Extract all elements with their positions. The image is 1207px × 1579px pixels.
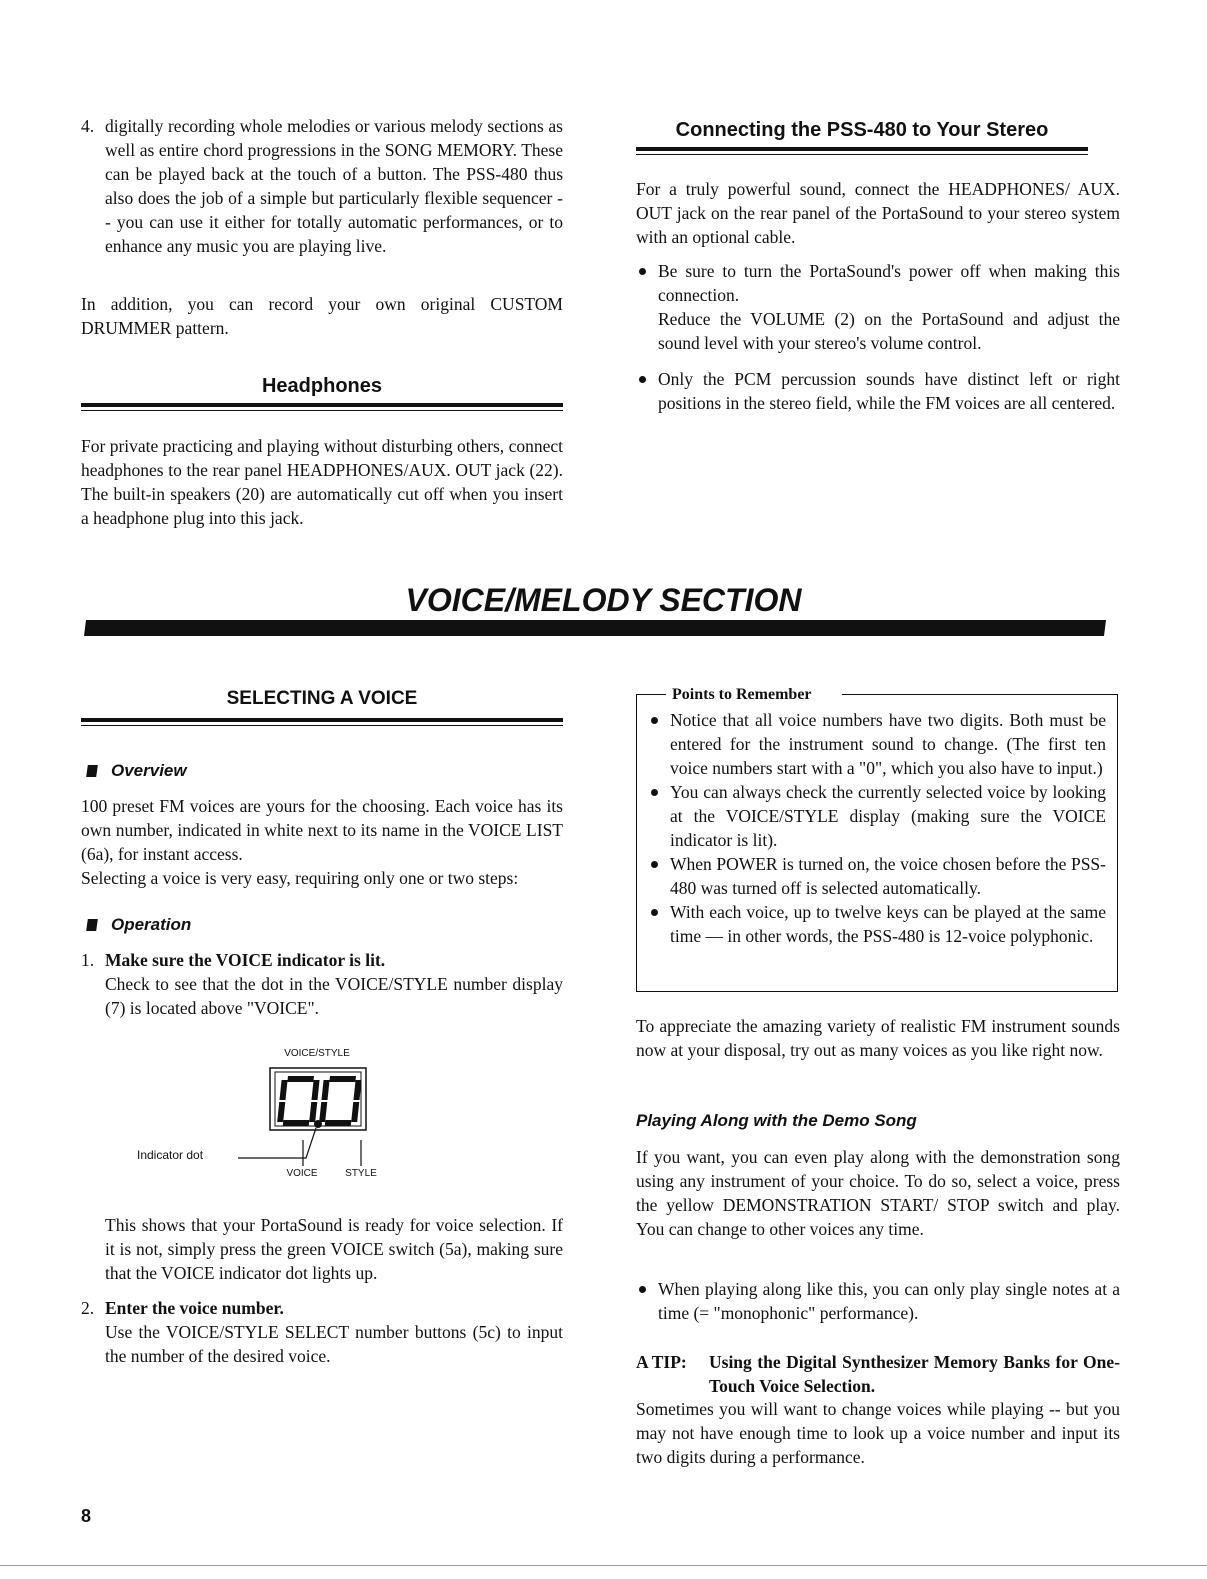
demo-heading: Playing Along with the Demo Song: [636, 1111, 917, 1130]
demo-bullet: [636, 1277, 1120, 1325]
selecting-heading: SELECTING A VOICE: [226, 688, 418, 709]
tip-title: Using the Digital Synthesizer Memory Banks for One-Touch Voice Selection.: [709, 1352, 1120, 1396]
overview-heading: Overview: [87, 758, 187, 783]
demo-paragraph: If you want, you can even play along with the demonstration song using any instrument of your choice. To do so, select a voice, press the yellow DEMONSTRATION START/ STOP switch and play. You can change to other voices any time.: [636, 1147, 1120, 1239]
stereo-bullet-1a: Be sure to turn the PortaSound's power off when making this connection.: [658, 261, 1120, 305]
headphones-rule-thin: [81, 410, 563, 411]
points-list: [648, 708, 1106, 948]
stereo-heading: Connecting the PSS-480 to Your Stereo: [675, 119, 1049, 141]
item-4: [81, 114, 563, 258]
custom-drummer-paragraph: In addition, you can record your own original CUSTOM DRUMMER pattern.: [81, 294, 563, 338]
step-1-title: Make sure the VOICE indicator is lit.: [105, 950, 386, 970]
stereo-rule: [636, 147, 1088, 151]
display-top-label: VOICE/STYLE: [284, 1048, 350, 1059]
step-1-body: Check to see that the dot in the VOICE/STYLE number display (7) is located above "VOICE".: [105, 974, 563, 1018]
selecting-rule-thin: [81, 725, 563, 726]
selecting-rule: [81, 718, 563, 722]
overview-paragraph: 100 preset FM voices are yours for the choosing. Each voice has its own number, indicated in white next to its name in the VOICE LIST (6a), for instant access.: [81, 796, 563, 864]
stereo-bullet-1b: Reduce the VOLUME (2) on the PortaSound and adjust the sound level with your stereo's volume control.: [658, 309, 1120, 353]
tip-heading: [636, 1350, 1120, 1398]
appreciate-paragraph: To appreciate the amazing variety of realistic FM instrument sounds now at your disposal, try out as many voices as you like right now.: [636, 1016, 1120, 1060]
headphones-heading: Headphones: [261, 375, 383, 397]
stereo-bullet-1: [636, 259, 1120, 355]
points-box-top-right: [842, 694, 1118, 695]
square-bullet-icon: [86, 919, 98, 931]
point-2: You can always check the currently selected voice by looking at the VOICE/STYLE display (making sure the VOICE indicator is lit).: [670, 782, 1106, 850]
page-number: 8: [81, 1506, 92, 1526]
section-bar: [84, 620, 1106, 636]
step-1-after: This shows that your PortaSound is ready for voice selection. If it is not, simply press the green VOICE switch (5a), making sure that the VOICE indicator dot lights up.: [105, 1215, 563, 1283]
stereo-rule-thin: [636, 154, 1088, 155]
stereo-bullet-2-text: Only the PCM percussion sounds have distinct left or right positions in the stereo field, while the FM voices are all centered.: [658, 369, 1120, 413]
step-1: [81, 948, 563, 1020]
step-2-body: Use the VOICE/STYLE SELECT number buttons (5c) to input the number of the desired voice.: [105, 1322, 563, 1366]
square-bullet-icon: [86, 765, 98, 777]
voice-label: VOICE: [286, 1168, 318, 1179]
step-2-title: Enter the voice number.: [105, 1298, 284, 1318]
tip-paragraph: Sometimes you will want to change voices while playing -- but you may not have enough time to look up a voice number and input its two digits during a performance.: [636, 1399, 1120, 1467]
step-2-number: 2.: [81, 1298, 95, 1318]
seven-segment-display-icon: [130, 1062, 430, 1182]
point-4: With each voice, up to twelve keys can be played at the same time — in other words, the PSS-480 is 12-voice polyphonic.: [670, 902, 1106, 946]
stereo-bullet-2: [636, 367, 1120, 415]
stereo-paragraph: For a truly powerful sound, connect the HEADPHONES/ AUX. OUT jack on the rear panel of the PortaSound to your stereo system with an optional cable.: [636, 179, 1120, 247]
operation-heading: Operation: [87, 912, 191, 937]
bottom-edge: [0, 1565, 1207, 1566]
tip-label: A TIP:: [636, 1352, 687, 1372]
overview-steps: Selecting a voice is very easy, requiring only one or two steps:: [81, 868, 519, 888]
points-title: Points to Remember: [672, 686, 812, 703]
points-box-top-left: [636, 694, 666, 695]
point-3: When POWER is turned on, the voice chosen before the PSS-480 was turned off is selected automatically.: [670, 854, 1106, 898]
item-4-number: 4.: [81, 116, 95, 136]
point-1: Notice that all voice numbers have two digits. Both must be entered for the instrument sound to change. (The first ten voice numbers start with a "0", which you also have to input.): [670, 710, 1106, 778]
step-1-number: 1.: [81, 950, 95, 970]
headphones-rule: [81, 403, 563, 407]
headphones-paragraph: For private practicing and playing without disturbing others, connect headphones to the rear panel HEADPHONES/AUX. OUT jack (22). The built-in speakers (20) are automatically cut off when you insert a headphone plug into this jack.: [81, 436, 563, 528]
demo-bullet-text: When playing along like this, you can only play single notes at a time (= "monophonic" performance).: [658, 1279, 1120, 1323]
section-title: VOICE/MELODY SECTION: [405, 582, 802, 618]
style-label: STYLE: [345, 1168, 377, 1179]
indicator-dot-label: Indicator dot: [137, 1148, 204, 1162]
step-2: [81, 1296, 563, 1368]
item-4-text: digitally recording whole melodies or various melody sections as well as entire chord progressions in the SONG MEMORY. These can be played back at the touch of a button. The PSS-480 thus also does the job of a simple but particularly flexible sequencer -- you can use it either for totally automatic performances, or to enhance any music you are playing live.: [105, 116, 563, 256]
voice-style-display-figure: [130, 1048, 430, 1188]
